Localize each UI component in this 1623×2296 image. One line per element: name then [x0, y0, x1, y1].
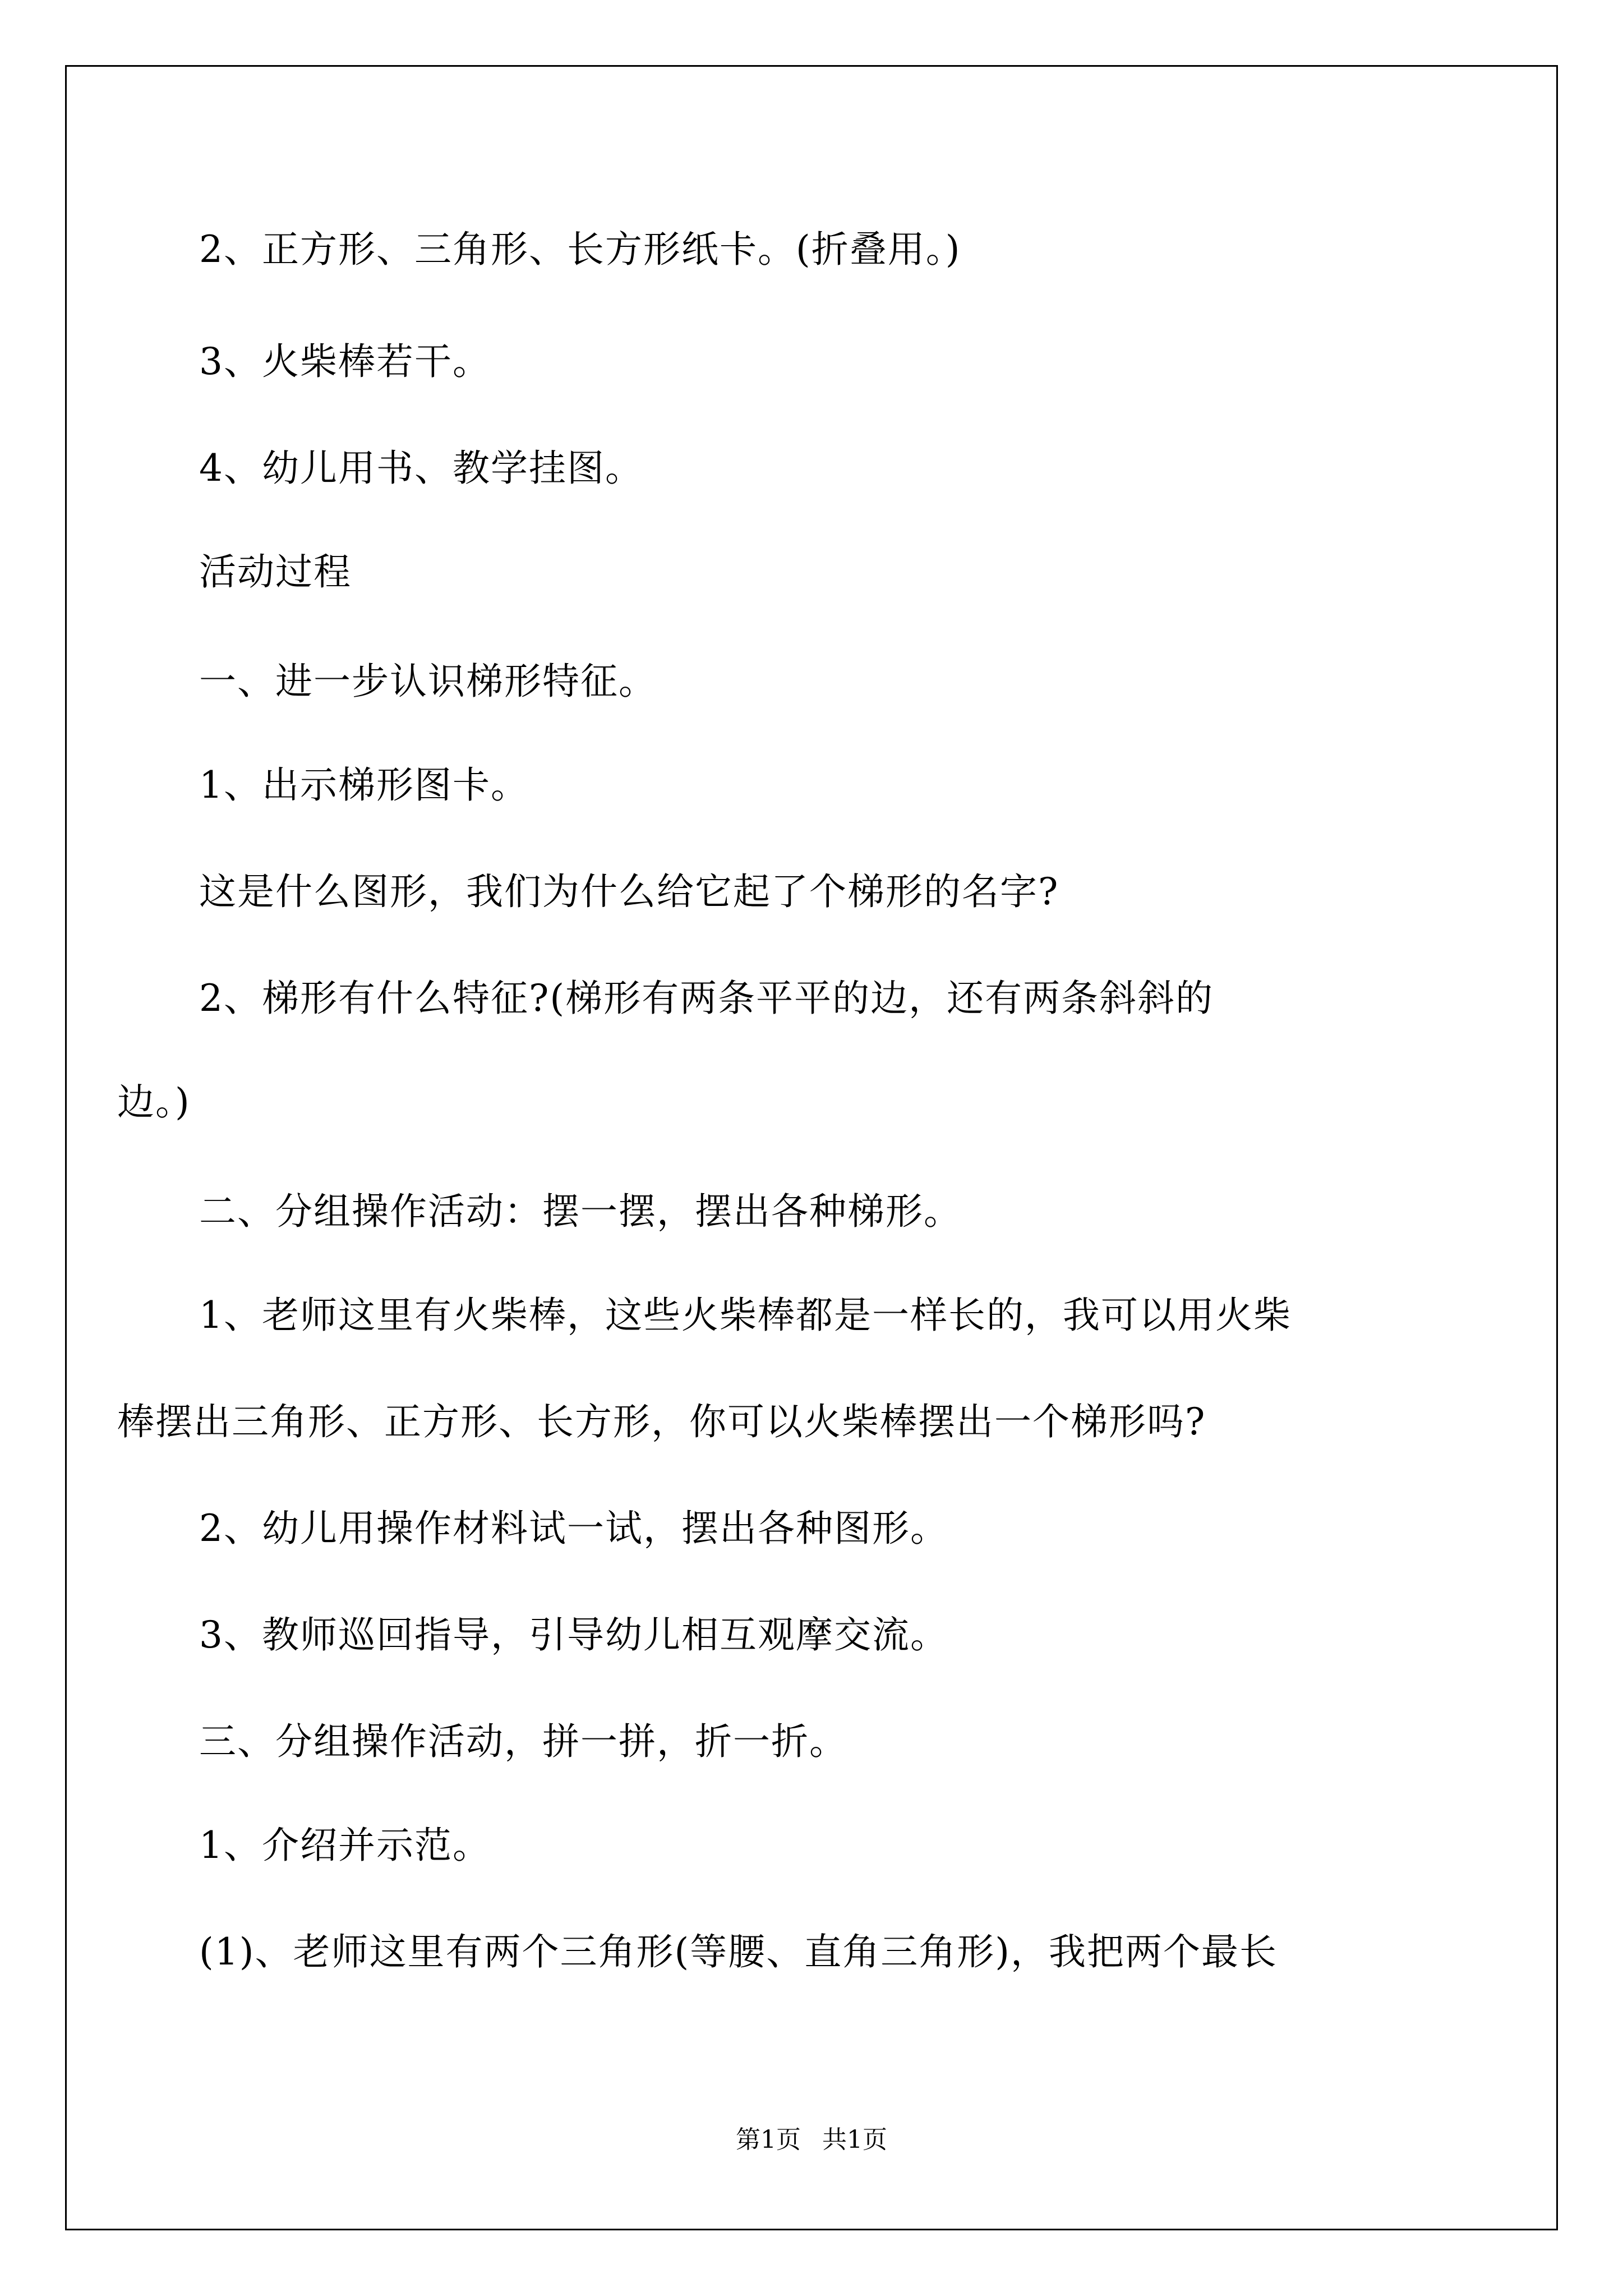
paragraph-step-one-1: 1、出示梯形图卡。 [199, 763, 529, 807]
paragraph-question: 这是什么图形，我们为什么给它起了个梯形的名字? [199, 870, 1059, 913]
page-border [65, 65, 1558, 2230]
paragraph-step-two-1: 1、老师这里有火柴棒，这些火柴棒都是一样长的，我可以用火柴 [199, 1294, 1292, 1337]
paragraph-step-three-1-1: (1)、老师这里有两个三角形(等腰、直角三角形)，我把两个最长 [199, 1930, 1278, 1973]
paragraph-materials-3: 3、火柴棒若干。 [199, 340, 491, 383]
paragraph-step-one: 一、进一步认识梯形特征。 [199, 660, 657, 703]
page-number: 第1页 [736, 2125, 801, 2154]
paragraph-step-one-2: 2、梯形有什么特征?(梯形有两条平平的边，还有两条斜斜的 [199, 977, 1214, 1020]
page-total: 共1页 [822, 2125, 887, 2154]
paragraph-step-two-3: 3、教师巡回指导，引导幼儿相互观摩交流。 [199, 1613, 948, 1657]
paragraph-materials-2: 2、正方形、三角形、长方形纸卡。(折叠用。) [199, 228, 961, 271]
paragraph-step-one-2-cont: 边。) [117, 1080, 191, 1124]
paragraph-step-two-1-cont: 棒摆出三角形、正方形、长方形，你可以火柴棒摆出一个梯形吗? [117, 1400, 1206, 1443]
page-footer [0, 2123, 1623, 2157]
section-heading-activity: 活动过程 [199, 550, 352, 593]
paragraph-materials-4: 4、幼儿用书、教学挂图。 [199, 447, 643, 490]
paragraph-step-two-2: 2、幼儿用操作材料试一试，摆出各种图形。 [199, 1507, 948, 1550]
paragraph-step-three-1: 1、介绍并示范。 [199, 1824, 491, 1867]
paragraph-step-two: 二、分组操作活动：摆一摆，摆出各种梯形。 [199, 1190, 962, 1233]
paragraph-step-three: 三、分组操作活动，拼一拼，折一折。 [199, 1720, 847, 1763]
